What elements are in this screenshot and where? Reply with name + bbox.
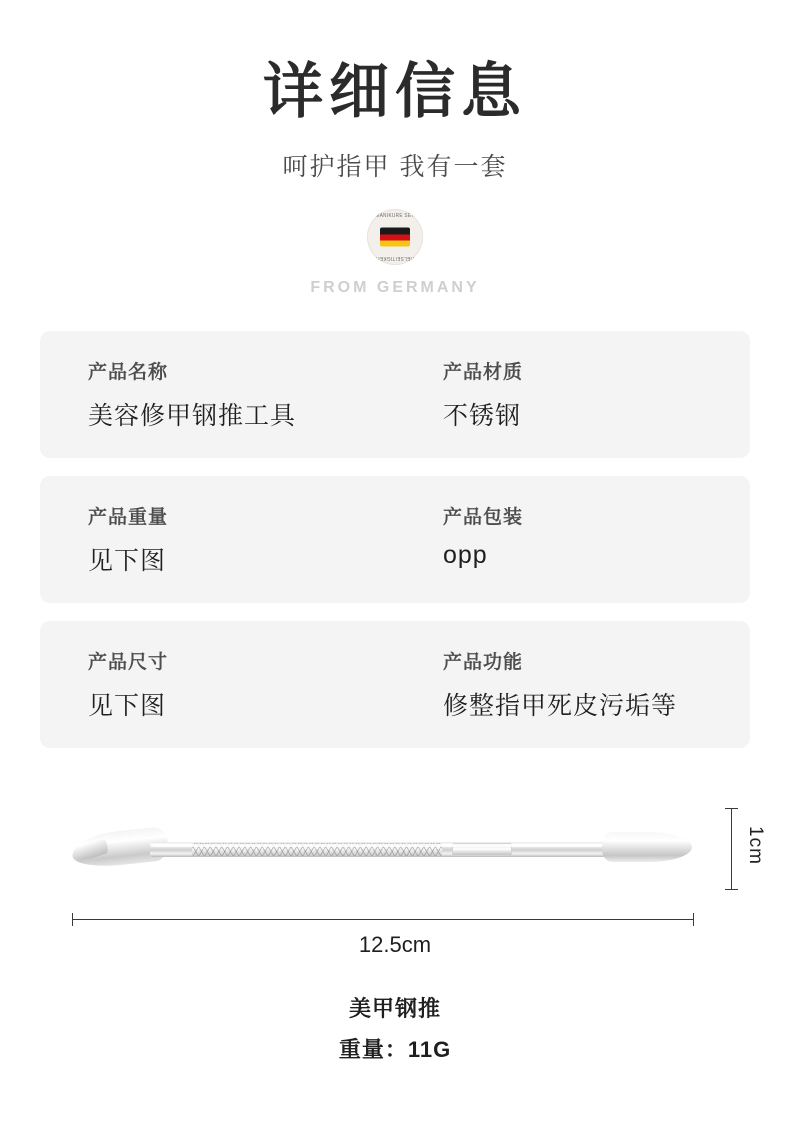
spec-value: 不锈钢	[443, 402, 522, 431]
germany-badge	[367, 209, 423, 265]
spec-value: 见下图	[88, 692, 167, 721]
badge-ring-bottom-text: VIELSEITIGKEIT	[374, 255, 416, 262]
tool-highlight	[152, 844, 618, 847]
page-title: 详细信息	[263, 58, 527, 125]
page-header	[0, 0, 790, 297]
badge-ring-top-text: MANIKURE SET	[375, 213, 415, 220]
cuticle-pusher-image	[72, 818, 692, 880]
germany-badge-wrap	[0, 209, 790, 265]
spec-value: 见下图	[88, 547, 167, 576]
spec-card-list	[0, 331, 790, 748]
spec-label: 产品名称	[88, 362, 169, 384]
product-dimension-figure	[0, 796, 790, 958]
width-measure-line	[72, 919, 694, 920]
spec-cell-product-name	[40, 357, 395, 432]
spec-value: 美容修甲钢推工具	[88, 402, 297, 431]
product-captions	[0, 992, 790, 1064]
product-weight-caption: 重量：11G	[338, 1037, 452, 1063]
page-subtitle: 呵护指甲 我有一套	[282, 153, 508, 182]
spec-value: 修整指甲死皮污垢等	[443, 692, 678, 721]
spec-label: 产品重量	[88, 507, 169, 529]
spec-card	[40, 621, 750, 748]
tool-flat-head	[602, 832, 692, 862]
spec-cell-product-weight	[40, 502, 395, 577]
spec-cell-product-size	[40, 647, 395, 722]
german-flag-icon	[380, 228, 410, 247]
spec-label: 产品材质	[443, 362, 524, 384]
spec-cell-product-material	[395, 357, 750, 432]
spec-label: 产品功能	[443, 652, 524, 674]
width-measure-label: 12.5cm	[358, 932, 432, 958]
spec-card	[40, 331, 750, 458]
height-measure-line	[731, 808, 732, 890]
spec-cell-product-packaging	[395, 502, 750, 577]
spec-label: 产品包装	[443, 507, 524, 529]
spec-label: 产品尺寸	[88, 652, 169, 674]
spec-card	[40, 476, 750, 603]
product-name-caption: 美甲钢推	[348, 996, 441, 1022]
spec-value: opp	[443, 541, 488, 570]
origin-label: FROM GERMANY	[310, 279, 480, 297]
spec-cell-product-function	[395, 647, 750, 722]
height-measure-label: 1cm	[745, 826, 766, 866]
